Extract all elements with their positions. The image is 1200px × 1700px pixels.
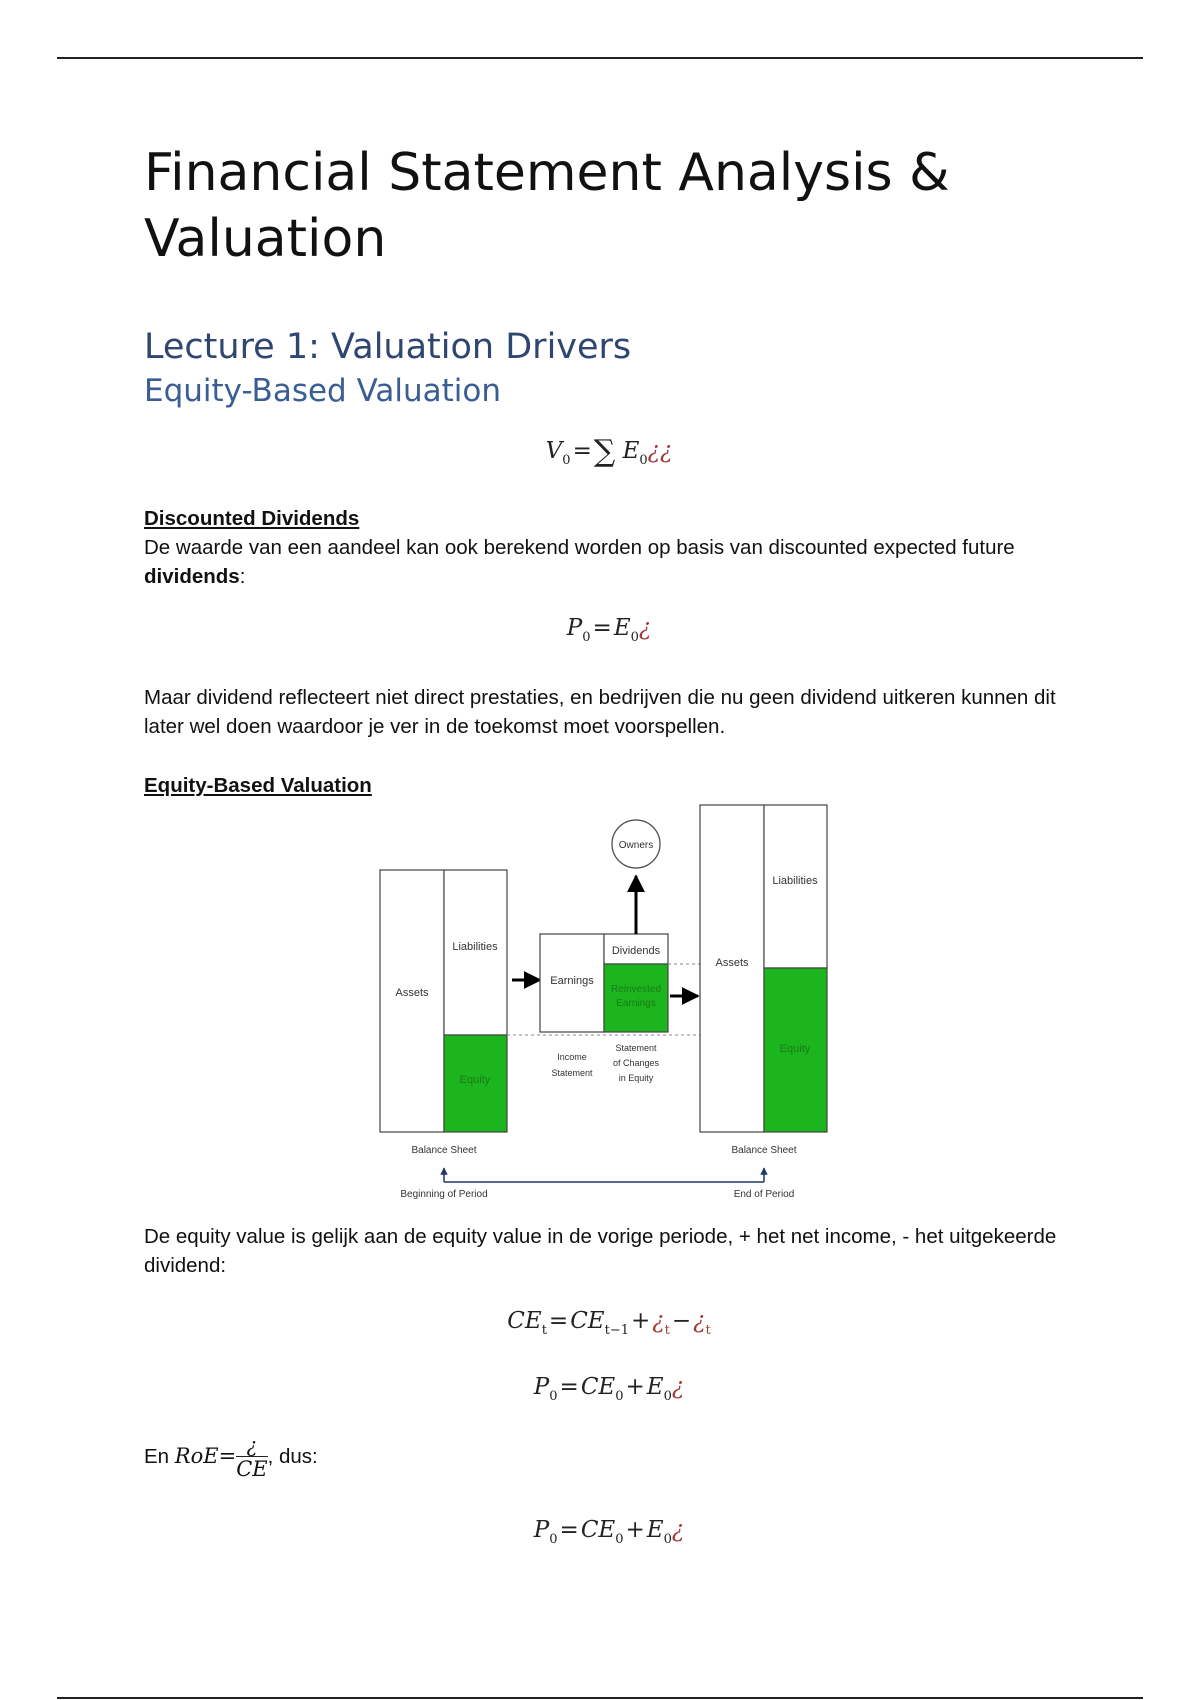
equation-p0-dividends: $P_0=E_0¿$	[566, 615, 652, 645]
document-body	[144, 140, 1074, 1555]
left-balance-sheet-label: Balance Sheet	[411, 1145, 477, 1156]
equity-flow-diagram	[144, 800, 1074, 1200]
dividend-limitation-paragraph: Maar dividend reflecteert niet direct prestaties, en bedrijven die nu geen dividend uitkeren kunnen dit later wel doen waardoor je ver in de toekomst moet voorspellen.	[144, 686, 1056, 738]
income-statement-label-2: Statement	[551, 1068, 593, 1078]
roe-fraction: $\frac{¿}{CE}$	[236, 1433, 268, 1481]
footer-rule	[57, 1697, 1143, 1699]
equity-based-valuation-heading: Equity-Based Valuation	[144, 774, 372, 797]
equation-v0: $V_0=\sum$ $E_0¿¿$	[545, 434, 673, 469]
right-balance-sheet-label: Balance Sheet	[731, 1145, 797, 1156]
discounted-dividends-heading: Discounted Dividends	[144, 507, 360, 530]
right-assets-label: Assets	[715, 957, 749, 969]
left-assets-label: Assets	[395, 987, 429, 999]
end-of-period-label: End of Period	[733, 1189, 795, 1200]
soce-label-1: Statement	[615, 1043, 657, 1053]
equation-ce-t: $CE_t=CE_{t-1}+¿_t-¿_t$	[507, 1308, 711, 1338]
right-equity-label: Equity	[779, 1043, 811, 1055]
soce-label-3: in Equity	[618, 1073, 654, 1083]
roe-line: En RoE= $\frac{¿}{CE}$ , dus:	[144, 1433, 318, 1481]
left-assets-box	[380, 870, 444, 1132]
earnings-label: Earnings	[550, 975, 594, 987]
lecture-heading: Lecture 1: Valuation Drivers	[144, 327, 632, 367]
equation-p0-ce: $P_0=CE_0+E_0¿$	[533, 1374, 685, 1404]
left-equity-label: Equity	[459, 1074, 491, 1086]
income-statement-label-1: Income	[557, 1052, 587, 1062]
discounted-dividends-paragraph: De waarde van een aandeel kan ook berekend worden op basis van discounted expected future dividends:	[144, 536, 1015, 588]
beginning-of-period-label: Beginning of Period	[400, 1189, 488, 1200]
left-liabilities-label: Liabilities	[452, 941, 498, 953]
owners-label: Owners	[618, 840, 654, 851]
soce-label-2: of Changes	[612, 1058, 660, 1068]
section-heading: Equity-Based Valuation	[144, 373, 502, 409]
reinvested-label-2: Earnings	[616, 998, 656, 1009]
equity-value-paragraph: De equity value is gelijk aan de equity value in de vorige periode, + het net income, - het uitgekeerde dividend:	[144, 1225, 1057, 1277]
dividends-label: Dividends	[611, 945, 661, 957]
reinvested-label-1: Reinvested	[610, 984, 662, 995]
header-rule	[57, 57, 1143, 59]
document-title: Financial Statement Analysis & Valuation	[144, 143, 950, 269]
right-liabilities-label: Liabilities	[772, 875, 818, 887]
equation-p0-final: $P_0=CE_0+E_0¿$	[533, 1517, 685, 1547]
